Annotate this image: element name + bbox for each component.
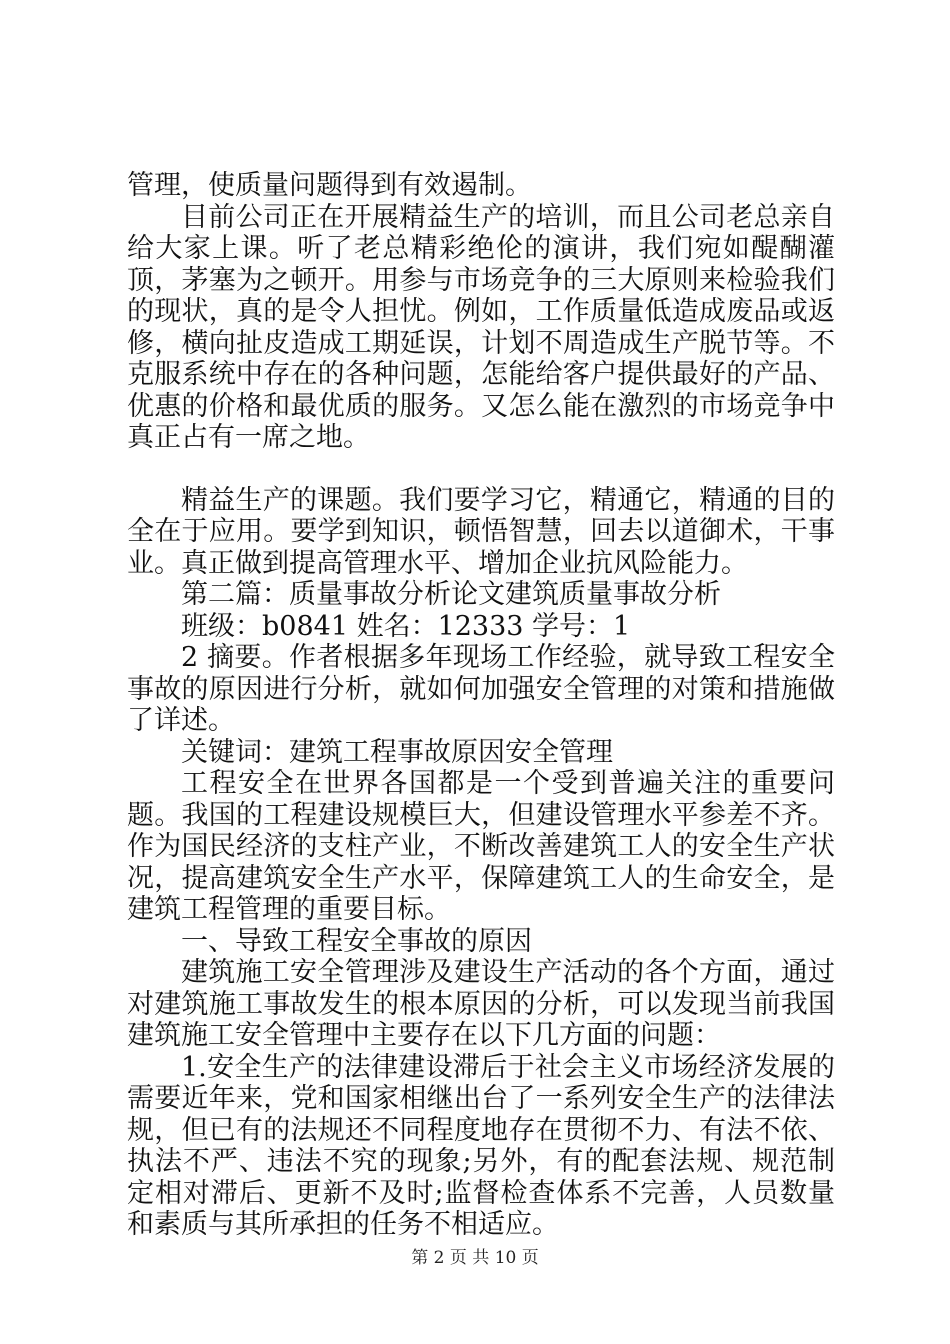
section-heading-causes: 一、导致工程安全事故的原因 <box>181 925 532 957</box>
paragraph-cause-one-law: 1.安全生产的法律建设滞后于社会主义市场经济发展的需要近年来，党和国家相继出台了一系列安全生产的法律法规，但已有的法规还不同程度地存在贯彻不力、有法不依、执法不严、违法不究的现象;另外，有的配套法规、规范制定相对滞后、更新不及时;监督检查体系不完善，人员数量和素质与其所承担的任务不相适应。 <box>127 1051 835 1240</box>
page-number-footer: 第 2 页 共 10 页 <box>411 1248 539 1268</box>
paragraph-lean-topic: 精益生产的课题。我们要学习它，精通它，精通的目的全在于应用。要学到知识，顿悟智慧，回去以道御术，干事业。真正做到提高管理水平、增加企业抗风险能力。 <box>127 484 835 579</box>
student-info-line: 班级：b0841 姓名：12333 学号：1 <box>181 610 631 642</box>
paragraph-introduction: 工程安全在世界各国都是一个受到普遍关注的重要问题。我国的工程建设规模巨大，但建设管理水平参差不齐。作为国民经济的支柱产业，不断改善建筑工人的安全生产状况，提高建筑安全生产水平，保障建筑工人的生命安全，是建筑工程管理的重要目标。 <box>127 768 835 925</box>
paragraph-causes-overview: 建筑施工安全管理涉及建设生产活动的各个方面，通过对建筑施工事故发生的根本原因的分析，可以发现当前我国建筑施工安全管理中主要存在以下几方面的问题： <box>127 957 835 1051</box>
paragraph-lean-training: 目前公司正在开展精益生产的培训，而且公司老总亲自给大家上课。听了老总精彩绝伦的演讲，我们宛如醍醐灌顶，茅塞为之顿开。用参与市场竞争的三大原则来检验我们的现状，真的是令人担忧。例如，工作质量低造成废品或返修，横向扯皮造成工期延误，计划不周造成生产脱节等。不克服系统中存在的各种问题，怎能给客户提供最好的产品、优惠的价格和最优质的服务。又怎么能在激烈的市场竞争中真正占有一席之地。 <box>127 201 835 453</box>
paragraph-abstract: 2 摘要。作者根据多年现场工作经验，就导致工程安全事故的原因进行分析，就如何加强安全管理的对策和措施做了详述。 <box>127 642 835 736</box>
keywords-line: 关键词：建筑工程事故原因安全管理 <box>181 736 613 768</box>
paragraph-continuation: 管理，使质量问题得到有效遏制。 <box>127 170 532 201</box>
document-body <box>127 170 835 1241</box>
section-heading-part-two: 第二篇：质量事故分析论文建筑质量事故分析 <box>181 579 721 610</box>
